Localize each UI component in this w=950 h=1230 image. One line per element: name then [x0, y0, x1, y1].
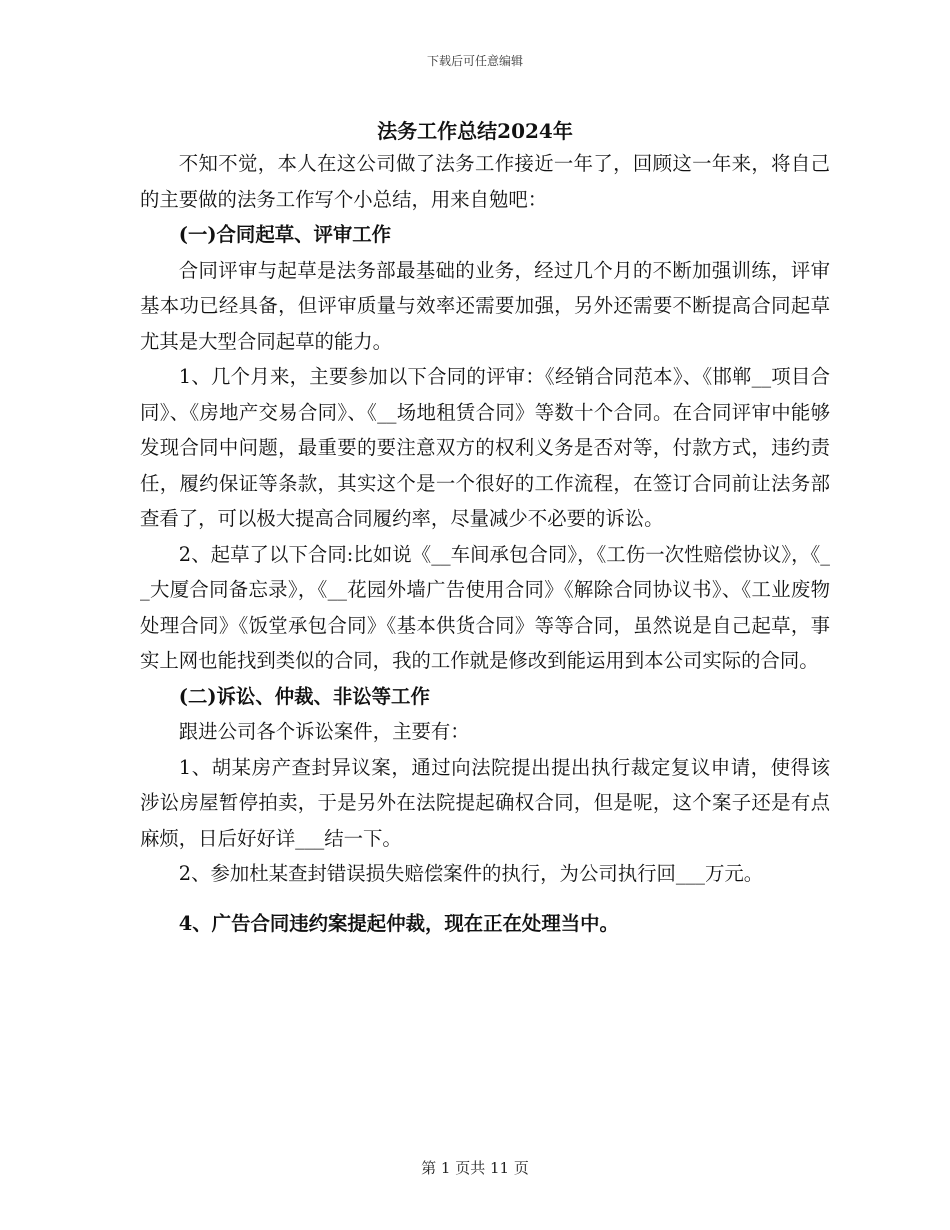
section-heading-contracts: (一)合同起草、评审工作 — [178, 223, 392, 246]
paragraph-case-advertising: 4、广告合同违约案提起仲裁，现在正在处理当中。 — [178, 911, 619, 935]
paragraph-litigation-intro: 跟进公司各个诉讼案件，主要有： — [178, 720, 470, 743]
document-body — [140, 146, 830, 941]
page-number: 第 1 页共 11 页 — [421, 1159, 529, 1177]
section-heading-litigation: (二)诉讼、仲裁、非讼等工作 — [178, 684, 430, 708]
paragraph-case-du: 2、参加杜某查封错误损失赔偿案件的执行，为公司执行回___万元。 — [178, 862, 764, 885]
paragraph-contract-review: 合同评审与起草是法务部最基础的业务，经过几个月的不断加强训练，评审基本功已经具备，但评审质量与效率还需要加强，另外还需要不断提高合同起草尤其是大型合同起草的能力。 — [140, 258, 830, 353]
document-title: 法务工作总结2024年 — [377, 119, 573, 143]
paragraph-case-hu: 1、胡某房产查封异议案，通过向法院提出提出执行裁定复议申请，使得该涉讼房屋暂停拍卖，于是另外在法院提起确权合同，但是呢，这个案子还是有点麻烦，日后好好详___结一下。 — [140, 755, 830, 850]
paragraph-drafting-list: 2、起草了以下合同:比如说《__车间承包合同》，《工伤一次性赔偿协议》，《__大厦合同备忘录》，《__花园外墙广告使用合同》《解除合同协议书》、《工业废物处理合同》《饭堂承包合同》《基本供货合同》等等合同，虽然说是自己起草，事实上网也能找到类似的合同，我的工作就是修改到能运用到本公司实际的合同。 — [140, 542, 830, 672]
page-header-note: 下载后可任意编辑 — [426, 54, 523, 68]
paragraph-review-list: 1、几个月来，主要参加以下合同的评审：《经销合同范本》、《邯郸__项目合同》、《房地产交易合同》、《__场地租赁合同》等数十个合同。在合同评审中能够发现合同中问题，最重要的要注意双方的权利义务是否对等，付款方式，违约责任，履约保证等条款，其实这个是一个很好的工作流程，在签订合同前让法务部查看了，可以极大提高合同履约率，尽量减少不必要的诉讼。 — [140, 365, 830, 530]
paragraph-intro: 不知不觉，本人在这公司做了法务工作接近一年了，回顾这一年来，将自己的主要做的法务工作写个小总结，用来自勉吧： — [140, 152, 830, 211]
